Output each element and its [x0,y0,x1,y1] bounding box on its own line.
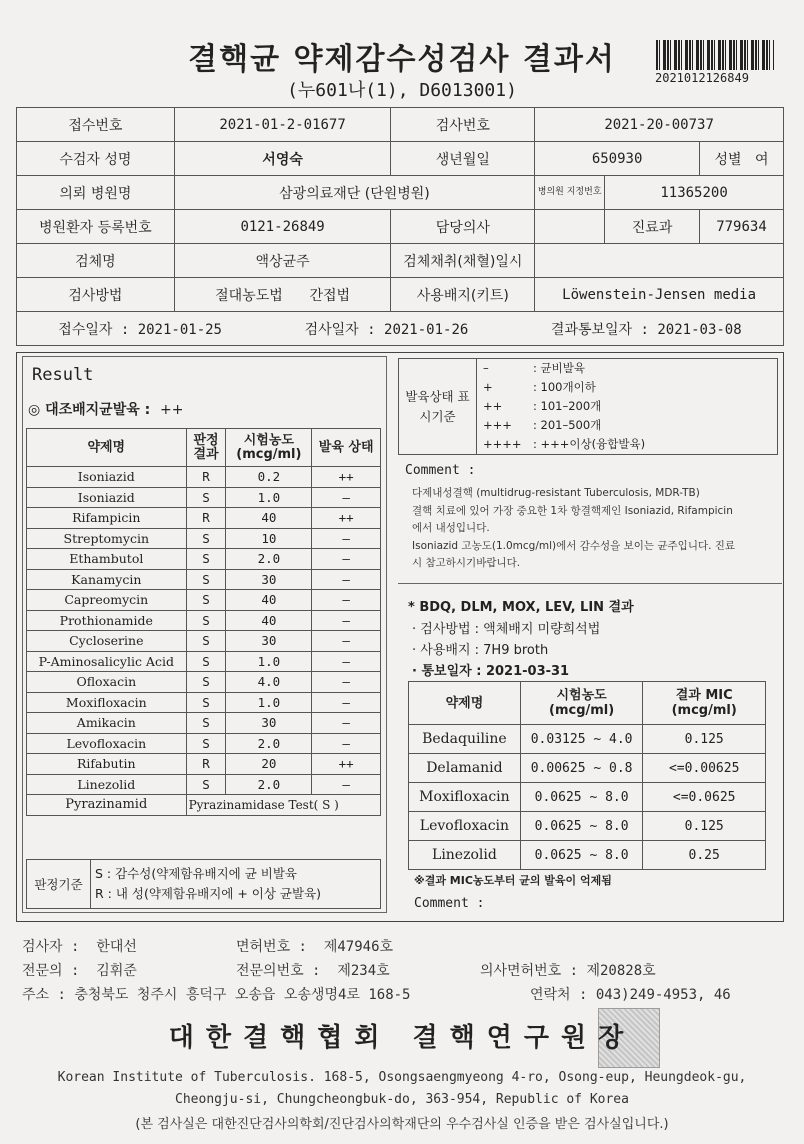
report-subtitle: (누601나(1), D6013001) [287,80,517,101]
mic-col-drug: 약제명 [409,682,521,725]
result-title: Result [32,365,94,385]
criteria-s: S : 감수성(약제함유배지에 균 비발육 [95,866,297,881]
legend-desc: : 100개이하 [533,380,596,394]
legend-symbol: ++++ [483,437,522,451]
received-label: 접수일자 : [58,321,130,338]
drug-conc: 0.2 [226,467,312,488]
mic-value: 0.125 [643,812,766,841]
mic-table [408,681,766,870]
mic-note: ※결과 MIC농도부터 균의 발육이 억제됨 [414,874,612,887]
report-title: 결핵균 약제감수성검사 결과서 [188,42,616,77]
mic-value: 0.25 [643,841,766,870]
drug-judge: S [186,774,226,795]
drug-conc: 40 [226,610,312,631]
legend-symbol: – [483,361,489,375]
mic-row [409,841,766,870]
mic-media: · 사용배지 : 7H9 broth [412,643,549,658]
barcode-number: 2021012126849 [655,71,749,85]
drug-row [27,774,381,795]
drug-conc: 2.0 [226,549,312,570]
mic-title: * BDQ, DLM, MOX, LEV, LIN 결과 [408,600,634,615]
hospital-code: 11365200 [605,176,784,210]
divider [398,583,782,584]
drug-judge: S [186,590,226,611]
baseline-growth [28,399,183,419]
patient-info-table [16,107,784,346]
dept: 779634 [700,210,784,244]
drug-conc: 1.0 [226,651,312,672]
drug-row [27,569,381,590]
specimen-label: 검체명 [17,244,175,278]
organization-name: 대한결핵협회 결핵연구원장 [168,1023,636,1053]
drug-row [27,733,381,754]
drug-growth: ++ [312,467,381,488]
mic-conc: 0.00625 ~ 0.8 [520,754,643,783]
tested-value: 2021-01-26 [384,321,469,338]
hospital-label: 의뢰 병원명 [17,176,175,210]
mic-row [409,812,766,841]
drug-judge: R [186,467,226,488]
mic-date: · 통보일자 : 2021-03-31 [412,664,570,679]
sex [700,142,784,176]
sex-value: 여 [754,151,769,168]
mic-method: · 검사방법 : 액체배지 미량희석법 [412,622,601,637]
drug-judge: S [186,692,226,713]
legend-row [483,359,771,378]
comment-line: 다제내성결핵 (multidrug-resistant Tuberculosis, MDR-TB) [412,487,700,499]
mic-drug: Linezolid [409,841,521,870]
contact-value: 043)249-4953, 46 [595,987,731,1003]
drug-name: Amikacin [27,713,187,734]
drug-growth: – [312,774,381,795]
drug-name: Rifabutin [27,754,187,775]
col-growth: 발육 상태 [312,429,381,467]
drug-judge: S [186,631,226,652]
doctor [535,210,605,244]
mic-row [409,783,766,812]
drug-conc: 4.0 [226,672,312,693]
drug-judge: S [186,651,226,672]
drug-row [27,651,381,672]
mic-drug: Levofloxacin [409,812,521,841]
drug-name: Streptomycin [27,528,187,549]
address-value: 충청북도 청주시 흥덕구 오송읍 오송생명4로 168-5 [74,987,411,1003]
patient-name: 서영숙 [174,142,391,176]
mic-col-mic: 결과 MIC (mcg/ml) [643,682,766,725]
received-value: 2021-01-25 [137,321,222,338]
sex-label: 성별 [714,151,742,168]
legend-desc: : 101–200개 [533,399,602,413]
drug-row [27,610,381,631]
comment-label: Comment : [405,463,476,478]
drug-name: Levofloxacin [27,733,187,754]
drug-judge: S [186,610,226,631]
drug-row [27,508,381,529]
drug-row [27,487,381,508]
reported-value: 2021-03-08 [657,321,742,338]
drug-judge: R [186,754,226,775]
drug-row [27,528,381,549]
spec-no-label: 전문의번호 : [236,963,321,979]
drug-conc: 40 [226,508,312,529]
comment-line: Isoniazid 고농도(1.0mcg/ml)에서 감수성을 보이는 균주입니다. 진료 [412,539,736,552]
drug-row [27,692,381,713]
dept-label: 진료과 [605,210,700,244]
mic-conc: 0.03125 ~ 4.0 [520,725,643,754]
drug-growth: – [312,590,381,611]
certification-note: (본 검사실은 대한진단검사의학회/진단검사의학재단의 우수검사실 인증을 받은 검사실입니다.) [135,1117,669,1132]
col-drug: 약제명 [27,429,187,467]
drug-growth: – [312,528,381,549]
drug-growth: – [312,713,381,734]
contact-label: 연락처 : [530,987,588,1003]
tester-name: 한대선 [96,939,137,955]
reported-label: 결과통보일자 : [550,321,649,338]
drug-name: Ethambutol [27,549,187,570]
specialist-label: 전문의 : [22,963,80,979]
specialist-name: 김휘준 [96,963,137,979]
name-label: 수검자 성명 [17,142,175,176]
drug-conc: 20 [226,754,312,775]
english-address-line2: Cheongju-si, Chungcheongbuk-do, 363-954, Republic of Korea [175,1092,629,1107]
mic-col-conc: 시험농도 (mcg/ml) [520,682,643,725]
legend-symbol: + [483,380,493,394]
specimen: 액상균주 [174,244,391,278]
english-address-line1: Korean Institute of Tuberculosis. 168-5, Osongsaengmyeong 4-ro, Osong-eup, Heungdeok-gu, [57,1070,747,1085]
mic-conc: 0.0625 ~ 8.0 [520,783,643,812]
legend-row [483,435,771,454]
drug-judge: S [186,672,226,693]
drug-result-table [26,428,381,816]
drug-row [27,590,381,611]
growth-legend [398,358,778,455]
col-judge: 판정 결과 [186,429,226,467]
contact [530,984,731,1004]
col-conc: 시험농도 (mcg/ml) [226,429,312,467]
drug-name: Cycloserine [27,631,187,652]
drug-name: Isoniazid [27,467,187,488]
drug-conc: 30 [226,713,312,734]
doctor-license-label: 의사면허번호 : [480,963,579,979]
drug-conc: 1.0 [226,692,312,713]
method-1: 절대농도법 [215,287,283,304]
specialist-no [236,960,390,980]
legend-row [483,416,771,435]
drug-name: Linezolid [27,774,187,795]
doctor-license-no: 제20828호 [586,963,656,979]
legend-desc: : 균비발육 [533,361,585,375]
comment-line: 에서 내성입니다. [412,522,490,534]
license [236,936,393,956]
test-no-label: 검사번호 [391,108,535,142]
drug-growth: – [312,549,381,570]
drug-growth: – [312,569,381,590]
drug-growth: – [312,672,381,693]
comment-line: 시 참고하시기바랍니다. [412,557,521,569]
drug-row [27,549,381,570]
mic-drug: Bedaquiline [409,725,521,754]
drug-growth: ++ [312,508,381,529]
drug-judge: S [186,713,226,734]
received-date [58,319,222,339]
media-label: 사용배지(키트) [391,278,535,312]
pza-result: Pyrazinamidase Test( S ) [186,795,380,816]
collect-label: 검체채취(채혈)일시 [391,244,535,278]
spec-no: 제234호 [337,963,390,979]
license-no: 제47946호 [323,939,394,955]
criteria-table [26,859,381,909]
drug-name: P-Aminosalicylic Acid [27,651,187,672]
drug-growth: – [312,631,381,652]
mic-conc: 0.0625 ~ 8.0 [520,812,643,841]
mic-row [409,725,766,754]
drug-conc: 10 [226,528,312,549]
comment-body [412,485,772,573]
tester [22,936,137,956]
criteria-r: R : 내 성(약제함유배지에 + 이상 균발육) [95,886,322,901]
legend-label: 발육상태 표시기준 [399,359,477,455]
legend-rows [477,359,778,455]
legend-row [483,378,771,397]
drug-conc: 1.0 [226,487,312,508]
mic-drug: Delamanid [409,754,521,783]
legend-symbol: ++ [483,399,503,413]
drug-row [27,713,381,734]
patient-reg-label: 병원환자 등록번호 [17,210,175,244]
dates-row [17,312,784,346]
address [22,984,411,1004]
method-2: 간접법 [309,287,351,304]
specialist [22,960,137,980]
tested-date [305,319,469,339]
collect [535,244,784,278]
legend-row [483,397,771,416]
drug-row [27,631,381,652]
dob: 650930 [535,142,700,176]
tester-label: 검사자 : [22,939,80,955]
reported-date [551,319,742,339]
patient-reg: 0121-26849 [174,210,391,244]
drug-name: Moxifloxacin [27,692,187,713]
drug-growth: ++ [312,754,381,775]
drug-growth: – [312,733,381,754]
drug-growth: – [312,692,381,713]
drug-row [27,754,381,775]
drug-judge: S [186,733,226,754]
baseline-label: ◎ 대조배지균발육 : [28,402,151,418]
drug-judge: S [186,549,226,570]
test-no: 2021-20-00737 [535,108,784,142]
drug-conc: 2.0 [226,774,312,795]
drug-name: Rifampicin [27,508,187,529]
drug-name: Capreomycin [27,590,187,611]
doctor-license [480,960,656,980]
drug-growth: – [312,610,381,631]
drug-growth: – [312,487,381,508]
drug-name: Isoniazid [27,487,187,508]
dob-label: 생년월일 [391,142,535,176]
drug-conc: 30 [226,631,312,652]
legend-desc: : +++이상(융합발육) [533,437,646,451]
comment-line: 결핵 치료에 있어 가장 중요한 1차 항결핵제인 Isoniazid, Rifampicin [412,504,733,517]
mic-drug: Moxifloxacin [409,783,521,812]
drug-row [27,467,381,488]
mic-value: <=0.00625 [643,754,766,783]
method-label: 검사방법 [17,278,175,312]
mic-row [409,754,766,783]
drug-conc: 30 [226,569,312,590]
drug-name: Kanamycin [27,569,187,590]
criteria-text [91,860,381,909]
drug-growth: – [312,651,381,672]
doctor-label: 담당의사 [391,210,535,244]
drug-conc: 40 [226,590,312,611]
license-label: 면허번호 : [236,939,307,955]
barcode [656,40,774,70]
drug-name: Prothionamide [27,610,187,631]
mic-value: <=0.0625 [643,783,766,812]
media: Löwenstein-Jensen media [535,278,784,312]
hospital-code-label: 병의원 지정번호 [535,176,605,210]
legend-symbol: +++ [483,418,512,432]
mic-comment: Comment : [414,896,485,911]
mic-conc: 0.0625 ~ 8.0 [520,841,643,870]
drug-row [27,672,381,693]
address-label: 주소 : [22,987,66,1003]
drug-judge: S [186,528,226,549]
drug-judge: R [186,508,226,529]
drug-conc: 2.0 [226,733,312,754]
hospital-name: 삼광의료재단 (단원병원) [174,176,534,210]
drug-judge: S [186,487,226,508]
method [174,278,391,312]
mic-value: 0.125 [643,725,766,754]
reception-no-label: 접수번호 [17,108,175,142]
reception-no: 2021-01-2-01677 [174,108,391,142]
criteria-label: 판정기준 [27,860,91,909]
pza-drug: Pyrazinamid [27,795,187,816]
drug-name: Ofloxacin [27,672,187,693]
legend-desc: : 201–500개 [533,418,602,432]
tested-label: 검사일자 : [304,321,376,338]
baseline-value: ++ [159,402,184,418]
drug-judge: S [186,569,226,590]
